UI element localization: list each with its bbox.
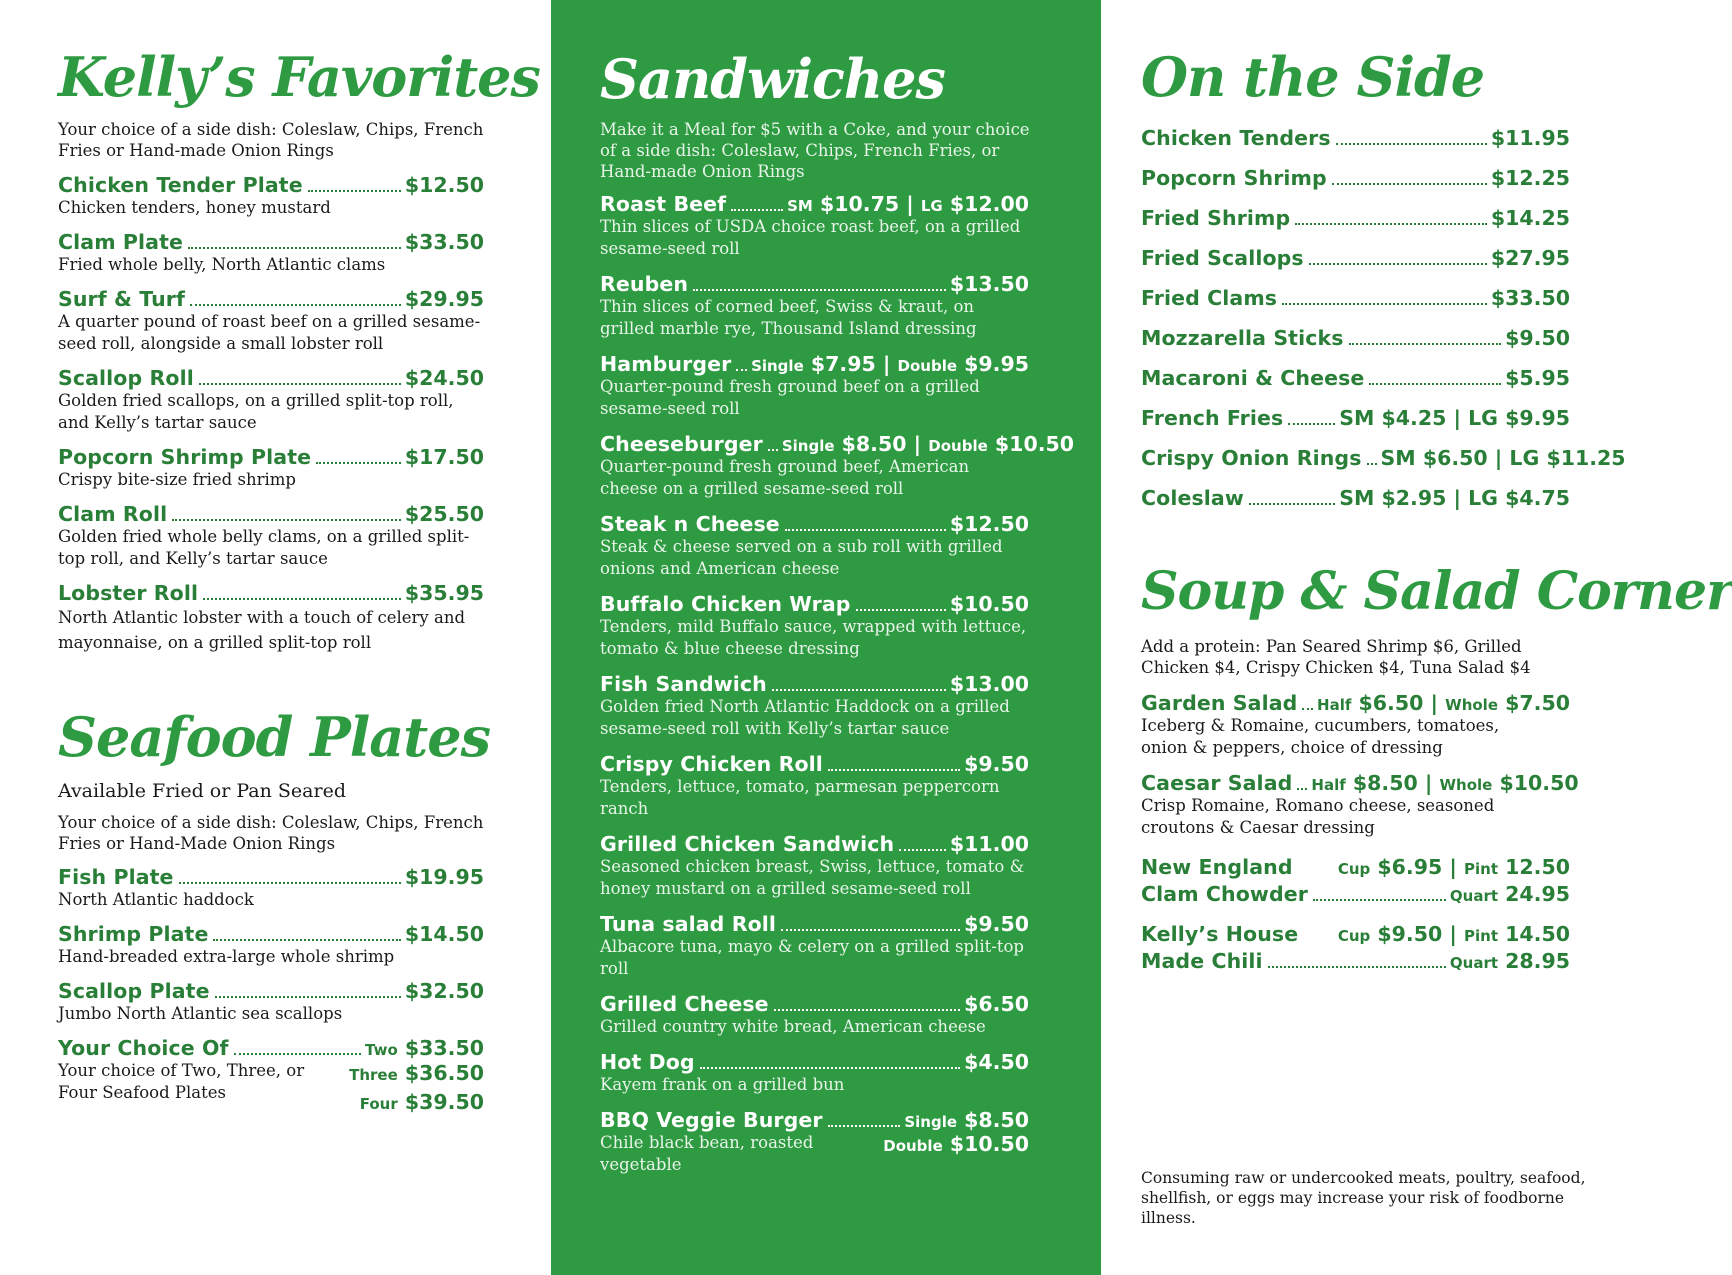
item-name: Fried Clams xyxy=(1141,286,1278,310)
item-name: Tuna salad Roll xyxy=(600,912,777,936)
item-name: Clam Roll xyxy=(58,502,168,526)
item-name: Chicken Tender Plate xyxy=(58,173,303,197)
item-price: $9.95 xyxy=(964,352,1029,376)
price-size-label: Pint xyxy=(1464,927,1499,945)
item-price: $10.50 xyxy=(994,432,1075,456)
side-item xyxy=(1141,366,1570,390)
item-price: $35.95 xyxy=(404,581,484,605)
dot-leader xyxy=(828,1125,901,1127)
dot-leader xyxy=(1349,343,1502,345)
dot-leader xyxy=(899,849,946,851)
side-item xyxy=(1141,446,1626,470)
menu-item xyxy=(1141,771,1579,839)
dot-leader xyxy=(179,882,401,884)
item-name: French Fries xyxy=(1141,406,1284,430)
item-name: Scallop Plate xyxy=(58,979,210,1003)
item-price: $12.50 xyxy=(949,512,1029,536)
item-name: Hot Dog xyxy=(600,1050,695,1074)
item-description: Chicken tenders, honey mustard xyxy=(58,198,331,217)
side-item xyxy=(1141,286,1570,310)
item-name: Popcorn Shrimp Plate xyxy=(58,445,312,469)
item-description: Crispy bite-size fried shrimp xyxy=(58,470,296,489)
item-name: Roast Beef xyxy=(600,192,727,216)
dot-leader xyxy=(768,449,778,451)
item-price: $14.25 xyxy=(1490,206,1570,230)
price-separator: | xyxy=(1424,771,1433,795)
item-price: $13.50 xyxy=(949,272,1029,296)
right-column xyxy=(1101,0,1732,1275)
dot-leader xyxy=(1367,463,1377,465)
item-description: Quarter-pound fresh ground beef on a grilled sesame-seed roll xyxy=(600,377,980,418)
item-price: $19.95 xyxy=(404,865,484,889)
price-size-label: Three xyxy=(349,1066,398,1084)
item-description: Seasoned chicken breast, Swiss, lettuce, tomato & honey mustard on a grilled sesame-seed roll xyxy=(600,857,1025,898)
item-name: Your Choice Of xyxy=(58,1036,229,1060)
dot-leader xyxy=(1297,788,1307,790)
dot-leader xyxy=(1282,303,1487,305)
item-name: Reuben xyxy=(600,272,689,296)
price-size-label: Whole xyxy=(1439,776,1493,794)
item-name: BBQ Veggie Burger xyxy=(600,1108,823,1132)
seafood-plates-subtitle: Available Fried or Pan Seared xyxy=(58,780,346,802)
price-size-label: Four xyxy=(359,1095,398,1113)
price-size-label: Whole xyxy=(1445,696,1499,714)
item-description: Quarter-pound fresh ground beef, American cheese on a grilled sesame-seed roll xyxy=(600,457,970,498)
item-price: SM $4.25 | LG $9.95 xyxy=(1339,406,1570,430)
item-price: $9.50 xyxy=(1505,326,1570,350)
item-price: $17.50 xyxy=(404,445,484,469)
menu-item xyxy=(600,752,1029,820)
left-column xyxy=(0,0,551,1275)
menu-item xyxy=(58,287,484,355)
menu-item xyxy=(58,979,484,1025)
item-name: Mozzarella Sticks xyxy=(1141,326,1344,350)
item-name: Scallop Roll xyxy=(58,366,194,390)
dot-leader xyxy=(1295,223,1487,225)
seafood-plates-intro: Your choice of a side dish: Coleslaw, Chips, French Fries or Hand-Made Onion Rings xyxy=(58,813,484,853)
item-name: Grilled Cheese xyxy=(600,992,769,1016)
item-price: $29.95 xyxy=(404,287,484,311)
price-size-label: Half xyxy=(1311,776,1346,794)
item-name: Fish Sandwich xyxy=(600,672,767,696)
item-price: $14.50 xyxy=(404,922,484,946)
dot-leader xyxy=(856,609,946,611)
menu-item xyxy=(600,352,1029,420)
item-price: 24.95 xyxy=(1505,882,1570,906)
dot-leader xyxy=(700,1067,961,1069)
price-size-label: Quart xyxy=(1449,887,1499,905)
menu-item xyxy=(600,512,1029,580)
price-separator: | xyxy=(1430,691,1439,715)
item-name: Clam Plate xyxy=(58,230,183,254)
item-price: $39.50 xyxy=(404,1090,484,1114)
item-name: New England xyxy=(1141,855,1293,879)
sandwiches-title: Sandwiches xyxy=(600,47,945,111)
item-price: $33.50 xyxy=(404,230,484,254)
side-item xyxy=(1141,486,1570,510)
side-list xyxy=(1141,126,1626,510)
dot-leader xyxy=(1309,263,1487,265)
kellys-favorites-intro: Your choice of a side dish: Coleslaw, Chips, French Fries or Hand-made Onion Rings xyxy=(58,120,484,160)
dot-leader xyxy=(1249,503,1335,505)
item-name: Fried Shrimp xyxy=(1141,206,1291,230)
dot-leader xyxy=(1336,143,1487,145)
item-name: Macaroni & Cheese xyxy=(1141,366,1365,390)
side-item xyxy=(1141,246,1570,270)
item-description: Your choice of Two, Three, or Four Seafood Plates xyxy=(58,1061,305,1102)
item-price: $33.50 xyxy=(404,1036,484,1060)
item-name: Cheeseburger xyxy=(600,432,763,456)
item-name: Crispy Chicken Roll xyxy=(600,752,823,776)
dot-leader xyxy=(736,369,747,371)
item-price: $6.50 xyxy=(964,992,1029,1016)
item-price: $27.95 xyxy=(1490,246,1570,270)
item-description: Chile black bean, roasted vegetable xyxy=(600,1133,814,1174)
item-description: Crisp Romaine, Romano cheese, seasoned croutons & Caesar dressing xyxy=(1141,796,1495,837)
item-description: Golden fried North Atlantic Haddock on a grilled sesame-seed roll with Kelly’s tartar sauce xyxy=(600,697,1010,738)
dot-leader xyxy=(1332,183,1487,185)
dot-leader xyxy=(308,190,401,192)
price-size-label: LG xyxy=(920,197,943,215)
item-name: Grilled Chicken Sandwich xyxy=(600,832,895,856)
item-price: $8.50 xyxy=(1352,771,1418,795)
item-description: North Atlantic lobster with a touch of celery and mayonnaise, on a grilled split-top roll xyxy=(58,608,466,652)
item-price: $11.00 xyxy=(949,832,1029,856)
item-price: $8.50 xyxy=(841,432,907,456)
item-price: $36.50 xyxy=(404,1061,484,1085)
item-description: Grilled country white bread, American cheese xyxy=(600,1017,986,1036)
item-name: Chicken Tenders xyxy=(1141,126,1331,150)
item-price: 28.95 xyxy=(1505,949,1570,973)
item-price: $25.50 xyxy=(404,502,484,526)
item-price: 14.50 xyxy=(1505,922,1570,946)
item-name: Coleslaw xyxy=(1141,486,1244,510)
dot-leader xyxy=(781,929,960,931)
dot-leader xyxy=(234,1053,361,1055)
menu-item xyxy=(58,366,484,434)
soup-salad-title: Soup & Salad Corner xyxy=(1141,561,1732,622)
item-price: $11.95 xyxy=(1490,126,1570,150)
menu-item xyxy=(600,432,1075,500)
item-name: Surf & Turf xyxy=(58,287,185,311)
price-size-label: Single xyxy=(781,437,835,455)
item-price: $33.50 xyxy=(1490,286,1570,310)
side-item xyxy=(1141,126,1570,150)
kellys-favorites-title: Kelly’s Favorites xyxy=(58,45,540,109)
price-separator: | xyxy=(906,192,914,216)
menu-item xyxy=(1141,691,1570,759)
item-description: Fried whole belly, North Atlantic clams xyxy=(58,255,386,274)
item-name: Steak n Cheese xyxy=(600,512,780,536)
dot-leader xyxy=(693,289,946,291)
side-item xyxy=(1141,326,1570,350)
dot-leader xyxy=(1268,966,1446,968)
item-description: Steak & cheese served on a sub roll with grilled onions and American cheese xyxy=(600,537,1003,578)
menu-item xyxy=(600,912,1029,980)
price-size-label: Double xyxy=(897,357,958,375)
menu-item xyxy=(600,832,1029,900)
menu-item xyxy=(600,672,1029,740)
item-price: $6.95 xyxy=(1377,855,1443,879)
sandwiches-panel xyxy=(551,0,1101,1275)
dot-leader xyxy=(215,996,401,998)
item-price: $10.50 xyxy=(949,592,1029,616)
price-size-label: Single xyxy=(751,357,804,375)
item-name: Hamburger xyxy=(600,352,732,376)
price-size-label: Quart xyxy=(1449,954,1499,972)
item-price: $9.50 xyxy=(964,752,1029,776)
dot-leader xyxy=(203,598,401,600)
price-size-label: Cup xyxy=(1337,927,1371,945)
item-name: Caesar Salad xyxy=(1141,771,1293,795)
item-price: $4.50 xyxy=(964,1050,1029,1074)
dot-leader xyxy=(828,769,960,771)
item-name: Kelly’s House xyxy=(1141,922,1299,946)
item-name: Shrimp Plate xyxy=(58,922,209,946)
item-price: $10.50 xyxy=(949,1132,1029,1156)
dot-leader xyxy=(785,529,946,531)
item-description: Hand-breaded extra-large whole shrimp xyxy=(58,947,395,966)
item-description: Thin slices of corned beef, Swiss & kraut, on grilled marble rye, Thousand Island dressing xyxy=(600,297,977,338)
item-description: Tenders, mild Buffalo sauce, wrapped with lettuce, tomato & blue cheese dressing xyxy=(600,617,1027,658)
price-size-label: SM xyxy=(787,197,813,215)
soup-salad-intro: Add a protein: Pan Seared Shrimp $6, Grilled Chicken $4, Crispy Chicken $4, Tuna Salad $4 xyxy=(1141,637,1531,677)
price-size-label: Pint xyxy=(1464,860,1499,878)
menu-item xyxy=(58,502,484,570)
price-separator: | xyxy=(913,432,922,456)
item-description: Golden fried whole belly clams, on a grilled split-top roll, and Kelly’s tartar sauce xyxy=(58,527,470,568)
dot-leader xyxy=(199,383,401,385)
dot-leader xyxy=(190,304,401,306)
dot-leader xyxy=(316,462,401,464)
item-name: Popcorn Shrimp xyxy=(1141,166,1327,190)
item-price: $10.75 xyxy=(819,192,900,216)
item-name: Lobster Roll xyxy=(58,581,199,605)
dot-leader xyxy=(188,247,401,249)
menu-item xyxy=(58,865,484,911)
item-description: Albacore tuna, mayo & celery on a grilled split-top roll xyxy=(600,937,1024,978)
menu-item xyxy=(600,272,1029,340)
dot-leader xyxy=(1288,423,1335,425)
price-separator: | xyxy=(1449,855,1457,879)
item-price: $13.00 xyxy=(949,672,1029,696)
menu-item xyxy=(600,1050,1029,1096)
item-price: $12.00 xyxy=(949,192,1029,216)
menu-item xyxy=(58,445,484,491)
food-safety-disclaimer: Consuming raw or undercooked meats, poultry, seafood, shellfish, or eggs may increase your risk of foodborne illness. xyxy=(1141,1169,1586,1227)
menu-item-your-choice xyxy=(58,1036,484,1118)
dot-leader xyxy=(172,519,401,521)
side-item xyxy=(1141,406,1570,430)
menu-item xyxy=(58,922,484,968)
item-name: Buffalo Chicken Wrap xyxy=(600,592,851,616)
item-price: SM $6.50 | LG $11.25 xyxy=(1380,446,1626,470)
item-name: Fish Plate xyxy=(58,865,174,889)
item-price: $7.50 xyxy=(1505,691,1570,715)
item-price: 12.50 xyxy=(1505,855,1570,879)
menu-item xyxy=(58,230,484,276)
item-name: Clam Chowder xyxy=(1141,882,1308,906)
item-price: $10.50 xyxy=(1499,771,1579,795)
item-description: A quarter pound of roast beef on a grilled sesame-seed roll, alongside a small lobster roll xyxy=(58,312,481,353)
price-separator: | xyxy=(1449,922,1457,946)
price-separator: | xyxy=(882,352,891,376)
item-price: $6.50 xyxy=(1358,691,1424,715)
item-description: Tenders, lettuce, tomato, parmesan peppercorn ranch xyxy=(600,777,1000,818)
item-description: Kayem frank on a grilled bun xyxy=(600,1075,845,1094)
item-description: Iceberg & Romaine, cucumbers, tomatoes, onion & peppers, choice of dressing xyxy=(1141,716,1500,757)
item-price: $8.50 xyxy=(964,1108,1029,1132)
menu-item xyxy=(600,992,1029,1038)
dot-leader xyxy=(213,939,400,941)
price-size-label: Double xyxy=(928,437,988,455)
menu-item-veggie xyxy=(600,1108,1029,1176)
item-price: $12.25 xyxy=(1490,166,1570,190)
item-name: Garden Salad xyxy=(1141,691,1298,715)
dot-leader xyxy=(1313,899,1446,901)
price-size-label: Two xyxy=(365,1041,398,1059)
menu-item xyxy=(58,173,484,219)
item-price: $7.95 xyxy=(810,352,876,376)
price-size-label: Half xyxy=(1317,696,1352,714)
dot-leader xyxy=(731,209,783,211)
item-description: Golden fried scallops, on a grilled split-top roll, and Kelly’s tartar sauce xyxy=(58,391,454,432)
menu-item-chowder xyxy=(1141,855,1570,906)
dot-leader xyxy=(774,1009,960,1011)
item-description: North Atlantic haddock xyxy=(58,890,254,909)
price-size-label: Single xyxy=(904,1113,958,1131)
item-description: Thin slices of USDA choice roast beef, on a grilled sesame-seed roll xyxy=(600,217,1021,258)
item-name: Made Chili xyxy=(1141,949,1263,973)
item-price: $9.50 xyxy=(964,912,1029,936)
sandwiches-intro: Make it a Meal for $5 with a Coke, and your choice of a side dish: Coleslaw, Chips, French Fries, or Hand-made Onion Rings xyxy=(600,120,1030,181)
item-price: SM $2.95 | LG $4.75 xyxy=(1339,486,1570,510)
menu-item xyxy=(600,192,1029,260)
menu-item xyxy=(600,592,1029,660)
item-description: Jumbo North Atlantic sea scallops xyxy=(58,1004,343,1023)
item-name: Fried Scallops xyxy=(1141,246,1304,270)
item-name: Crispy Onion Rings xyxy=(1141,446,1362,470)
price-size-label: Double xyxy=(883,1137,943,1155)
menu-item-chili xyxy=(1141,922,1570,973)
dot-leader xyxy=(1302,708,1313,710)
on-the-side-title: On the Side xyxy=(1141,45,1485,109)
item-price: $12.50 xyxy=(404,173,484,197)
price-size-label: Cup xyxy=(1337,860,1371,878)
dot-leader xyxy=(772,689,946,691)
item-price: $5.95 xyxy=(1505,366,1570,390)
item-price: $32.50 xyxy=(404,979,484,1003)
side-item xyxy=(1141,166,1570,190)
item-price: $9.50 xyxy=(1377,922,1443,946)
item-price: $24.50 xyxy=(404,366,484,390)
seafood-plates-title: Seafood Plates xyxy=(58,705,490,769)
side-item xyxy=(1141,206,1570,230)
menu-item xyxy=(58,581,484,655)
dot-leader xyxy=(1369,383,1501,385)
